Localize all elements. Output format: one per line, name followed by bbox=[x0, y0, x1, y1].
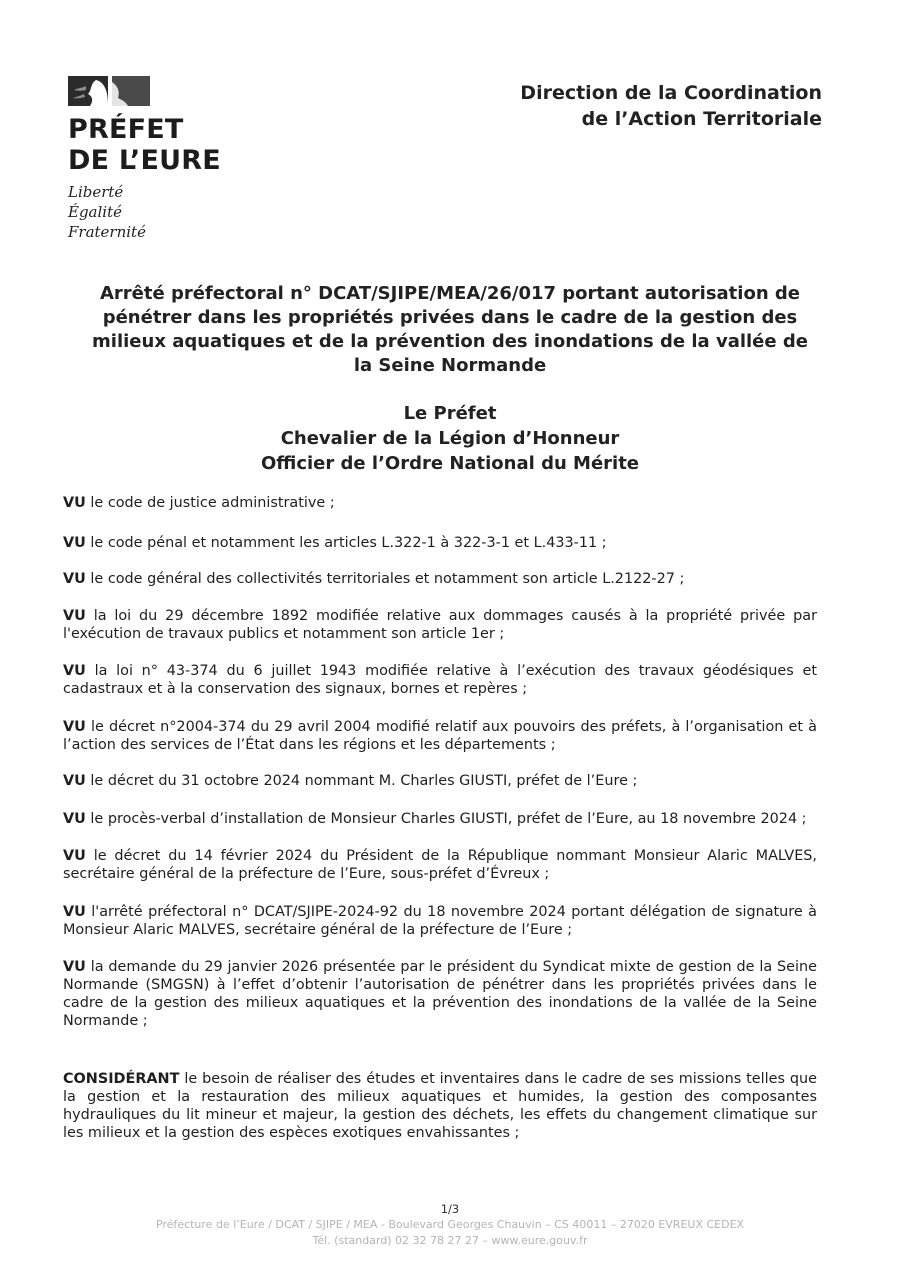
footer-contact: Tél. (standard) 02 32 78 27 27 – www.eure.gouv.fr bbox=[312, 1234, 588, 1247]
visa-text: le code de justice administrative ; bbox=[90, 495, 335, 511]
visa-paragraph bbox=[63, 718, 817, 754]
page-footer bbox=[0, 1217, 900, 1249]
considerant-paragraph bbox=[63, 1070, 817, 1142]
visa-text: le décret n°2004-374 du 29 avril 2004 modifié relatif aux pouvoirs des préfets, à l’organisation et à l’action des services de l’État dans les régions et les départements ; bbox=[63, 719, 817, 753]
direction-line-1: Direction de la Coordination bbox=[520, 82, 822, 104]
motto-liberte: Liberté bbox=[68, 183, 124, 201]
marianne-icon bbox=[68, 76, 152, 106]
visa-text: le procès-verbal d’installation de Monsieur Charles GIUSTI, préfet de l’Eure, au 18 novembre 2024 ; bbox=[90, 811, 807, 827]
visa-paragraph bbox=[63, 958, 817, 1030]
prefet-line-1: Le Préfet bbox=[403, 403, 497, 424]
vu-label: VU bbox=[63, 959, 86, 975]
logo-line-1: PRÉFET bbox=[68, 114, 184, 145]
vu-label: VU bbox=[63, 535, 86, 551]
visa-paragraph bbox=[63, 534, 817, 552]
visa-text: le décret du 31 octobre 2024 nommant M. Charles GIUSTI, préfet de l’Eure ; bbox=[90, 773, 638, 789]
visa-text: la demande du 29 janvier 2026 présentée par le président du Syndicat mixte de gestion de la Seine Normande (SMGSN) à l’effet d’obtenir l’autorisation de pénétrer dans les propriétés privées dans le cadre de la gestion des milieux aquatiques et la prévention des inondations de la vallée de la Seine Normande ; bbox=[63, 959, 817, 1029]
visa-paragraph bbox=[63, 662, 817, 698]
visa-text: la loi n° 43-374 du 6 juillet 1943 modifiée relative à l’exécution des travaux géodésiques et cadastraux et à la conservation des signaux, bornes et repères ; bbox=[63, 663, 818, 697]
visa-text: le code général des collectivités territoriales et notamment son article L.2122-27 ; bbox=[90, 571, 685, 587]
vu-label: VU bbox=[63, 848, 86, 864]
prefecture-logo bbox=[68, 76, 238, 242]
footer-address: Préfecture de l’Eure / DCAT / SJIPE / MEA - Boulevard Georges Chauvin – CS 40011 – 27020 EVREUX CEDEX bbox=[155, 1218, 745, 1231]
motto-fraternite: Fraternité bbox=[68, 223, 146, 241]
visa-paragraph bbox=[63, 494, 817, 512]
visa-paragraph bbox=[63, 570, 817, 588]
vu-label: VU bbox=[63, 773, 86, 789]
arrete-title: Arrêté préfectoral n° DCAT/SJIPE/MEA/26/017 portant autorisation de pénétrer dans les propriétés privées dans le cadre de la gestion des milieux aquatiques et de la prévention des inondations de la vallée de la Seine Normande bbox=[92, 283, 808, 376]
marianne-emblem bbox=[68, 76, 238, 106]
prefet-line-3: Officier de l’Ordre National du Mérite bbox=[260, 453, 640, 474]
visa-paragraph bbox=[63, 847, 817, 883]
logo-line-2: DE L’EURE bbox=[68, 145, 221, 176]
prefet-line-2: Chevalier de la Légion d’Honneur bbox=[280, 428, 620, 449]
considerant-text: le besoin de réaliser des études et inventaires dans le cadre de ses missions telles que la gestion et la restauration des milieux aquatiques et humides, la gestion des composantes hydrauliques du lit mineur et majeur, la gestion des déchets, les effets du changement climatique sur les milieux et la gestion des espèces exotiques envahissantes ; bbox=[63, 1071, 817, 1141]
republic-motto bbox=[68, 182, 238, 242]
considerant-label: CONSIDÉRANT bbox=[63, 1071, 180, 1087]
visa-paragraph bbox=[63, 772, 817, 790]
prefet-titles bbox=[80, 401, 820, 476]
visa-text: le code pénal et notamment les articles L.322-1 à 322-3-1 et L.433-11 ; bbox=[90, 535, 607, 551]
direction-heading bbox=[520, 80, 822, 132]
vu-label: VU bbox=[63, 719, 86, 735]
motto-egalite: Égalité bbox=[68, 203, 122, 221]
vu-label: VU bbox=[63, 811, 86, 827]
visa-paragraph bbox=[63, 903, 817, 939]
logo-title bbox=[68, 114, 238, 176]
vu-label: VU bbox=[63, 571, 86, 587]
visa-text: le décret du 14 février 2024 du Président de la République nommant Monsieur Alaric MALVES, secrétaire général de la préfecture de l’Eure, sous-préfet d’Évreux ; bbox=[63, 848, 818, 882]
visa-text: l'arrêté préfectoral n° DCAT/SJIPE-2024-92 du 18 novembre 2024 portant délégation de signature à Monsieur Alaric MALVES, secrétaire général de la préfecture de l’Eure ; bbox=[63, 904, 818, 938]
page-number: 1/3 bbox=[440, 1202, 460, 1216]
vu-label: VU bbox=[63, 904, 86, 920]
direction-line-2: de l’Action Territoriale bbox=[581, 108, 822, 130]
vu-label: VU bbox=[63, 608, 86, 624]
visa-paragraph bbox=[63, 607, 817, 643]
visa-paragraph bbox=[63, 810, 817, 828]
vu-label: VU bbox=[63, 663, 86, 679]
visa-text: la loi du 29 décembre 1892 modifiée relative aux dommages causés à la propriété privée par l'exécution de travaux publics et notamment son article 1er ; bbox=[63, 608, 817, 642]
vu-label: VU bbox=[63, 495, 86, 511]
